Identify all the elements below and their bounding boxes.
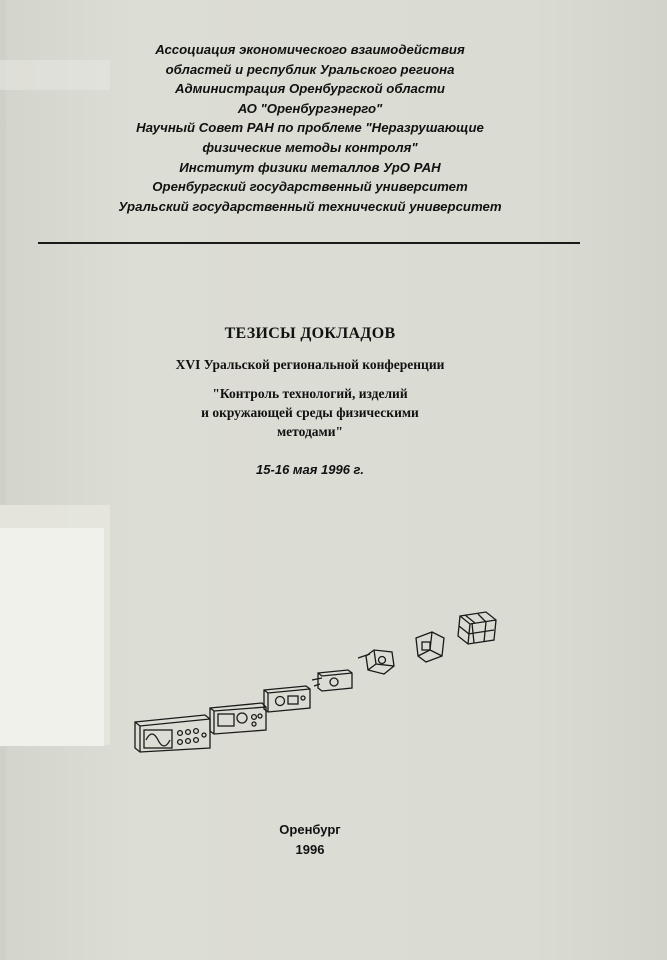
document-title: ТЕЗИСЫ ДОКЛАДОВ — [224, 325, 396, 342]
oscilloscope-icon — [135, 715, 210, 752]
separator-rule — [38, 242, 580, 244]
conference-name: XVI Уральской региональной конференции — [175, 357, 445, 372]
organizer-line: физические методы контроля" — [202, 139, 418, 155]
publication-year: 1996 — [295, 842, 325, 857]
theme-line: "Контроль технологий, изделий — [212, 386, 408, 401]
organizer-line: Научный Совет РАН по проблеме "Неразрушающие — [136, 120, 484, 136]
instrument-icon — [358, 650, 394, 674]
organizers-list — [0, 40, 620, 216]
lattice-cube-icon — [458, 612, 496, 644]
theme-line: методами" — [276, 424, 344, 439]
instrument-icon — [210, 703, 266, 734]
instruments-evolution-illustration — [130, 600, 500, 760]
theme-line: и окружающей среды физическими — [201, 405, 419, 420]
conference-theme — [0, 384, 620, 441]
instrument-icon — [416, 632, 444, 662]
organizer-line: Институт физики металлов УрО РАН — [179, 159, 441, 175]
instrument-icon — [312, 670, 352, 691]
organizer-line: Уральский государственный технический университет — [118, 198, 502, 214]
organizer-line: областей и республик Уральского региона — [165, 61, 455, 77]
organizer-line: Администрация Оренбургской области — [174, 81, 445, 97]
conference-dates: 15-16 мая 1996 г. — [256, 462, 364, 477]
organizer-line: Ассоциация экономического взаимодействия — [155, 42, 465, 57]
organizer-line: АО "Оренбургэнерго" — [237, 100, 383, 116]
organizer-line: Оренбургский государственный университет — [152, 179, 468, 195]
instrument-icon — [264, 686, 310, 712]
city-name: Оренбург — [279, 822, 341, 837]
paper-sticker — [0, 528, 104, 746]
publication-place — [0, 820, 620, 860]
